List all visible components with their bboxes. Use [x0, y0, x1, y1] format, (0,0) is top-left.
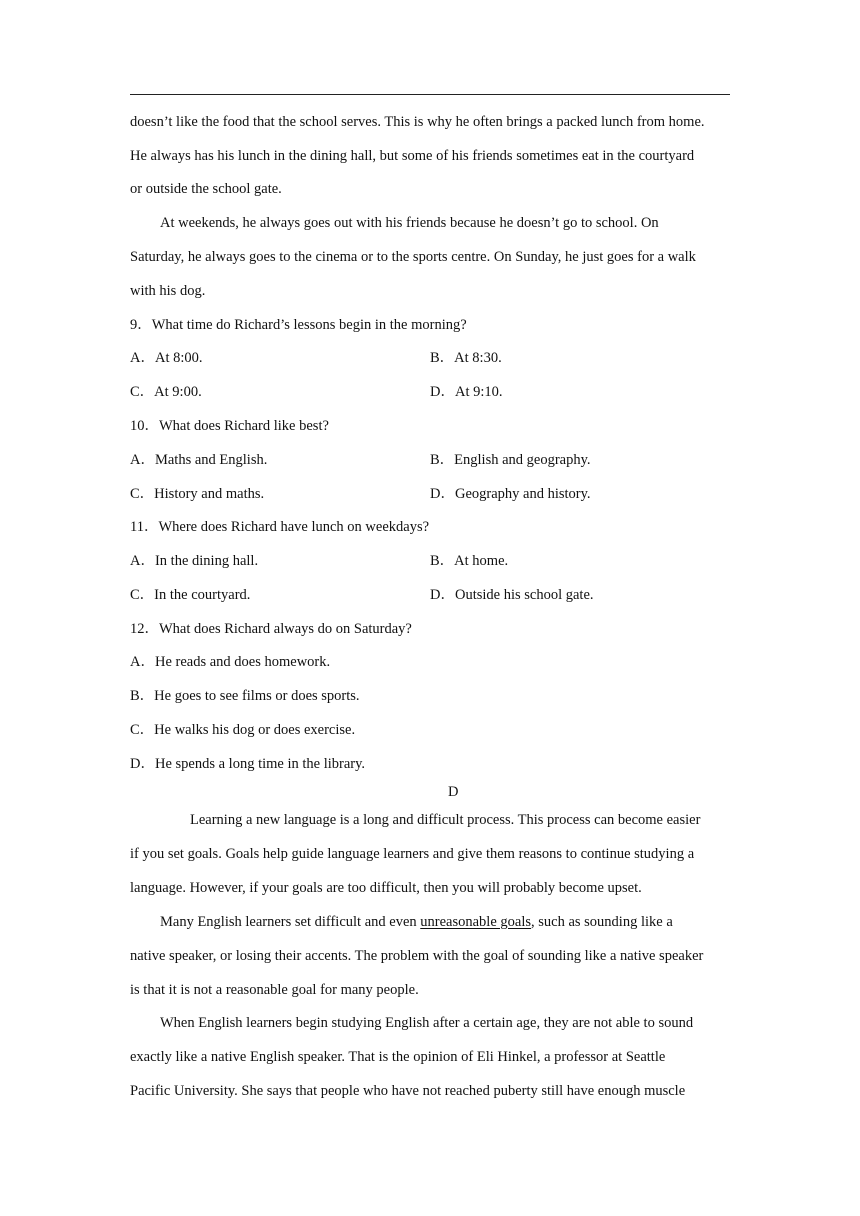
answer-option: B．At 8:30.: [430, 350, 502, 366]
paragraph-line: exactly like a native English speaker. That is the opinion of Eli Hinkel, a professor at Seattle: [130, 1049, 666, 1065]
paragraph-line: if you set goals. Goals help guide language learners and give them reasons to continue studying a: [130, 846, 695, 862]
question-stem: 11．Where does Richard have lunch on weekdays?: [130, 519, 430, 535]
section-heading: D: [448, 784, 459, 800]
paragraph-line: [160, 912, 673, 932]
answer-option: A．At 8:00.: [130, 350, 203, 366]
answer-option: C．In the courtyard.: [130, 587, 251, 603]
text-run: , such as sounding like a: [531, 914, 673, 930]
paragraph-line: At weekends, he always goes out with his friends because he doesn’t go to school. On: [160, 215, 659, 231]
underlined-phrase: unreasonable goals: [420, 914, 531, 930]
answer-option: D．Outside his school gate.: [430, 587, 594, 603]
paragraph-line: doesn’t like the food that the school serves. This is why he often brings a packed lunch from home.: [130, 114, 705, 130]
answer-option: D．Geography and history.: [430, 486, 591, 502]
paragraph-line: with his dog.: [130, 283, 206, 299]
answer-option: C．At 9:00.: [130, 384, 202, 400]
paragraph-line: language. However, if your goals are too difficult, then you will probably become upset.: [130, 880, 642, 896]
question-stem: 9．What time do Richard’s lessons begin in the morning?: [130, 317, 467, 333]
answer-option: C．He walks his dog or does exercise.: [130, 722, 356, 738]
answer-option: B．English and geography.: [430, 452, 591, 468]
paragraph-line: Pacific University. She says that people who have not reached puberty still have enough muscle: [130, 1083, 686, 1099]
answer-option: B．At home.: [430, 553, 509, 569]
answer-option: A．Maths and English.: [130, 452, 268, 468]
header-rule: [130, 94, 730, 95]
paragraph-line: Learning a new language is a long and difficult process. This process can become easier: [190, 812, 701, 828]
text-run: Many English learners set difficult and even: [160, 914, 421, 930]
answer-option: D．He spends a long time in the library.: [130, 756, 366, 772]
answer-option: A．He reads and does homework.: [130, 654, 331, 670]
answer-option: D．At 9:10.: [430, 384, 503, 400]
paragraph-line: He always has his lunch in the dining hall, but some of his friends sometimes eat in the courtyard: [130, 148, 695, 164]
paragraph-line: When English learners begin studying English after a certain age, they are not able to sound: [160, 1015, 694, 1031]
paragraph-line: or outside the school gate.: [130, 181, 282, 197]
paragraph-line: Saturday, he always goes to the cinema or to the sports centre. On Sunday, he just goes for a walk: [130, 249, 696, 265]
paragraph-line: native speaker, or losing their accents. The problem with the goal of sounding like a native speaker: [130, 948, 704, 964]
answer-option: A．In the dining hall.: [130, 553, 259, 569]
paragraph-line: is that it is not a reasonable goal for many people.: [130, 982, 419, 998]
answer-option: B．He goes to see films or does sports.: [130, 688, 360, 704]
question-stem: 10．What does Richard like best?: [130, 418, 329, 434]
answer-option: C．History and maths.: [130, 486, 265, 502]
question-stem: 12．What does Richard always do on Saturday?: [130, 621, 412, 637]
